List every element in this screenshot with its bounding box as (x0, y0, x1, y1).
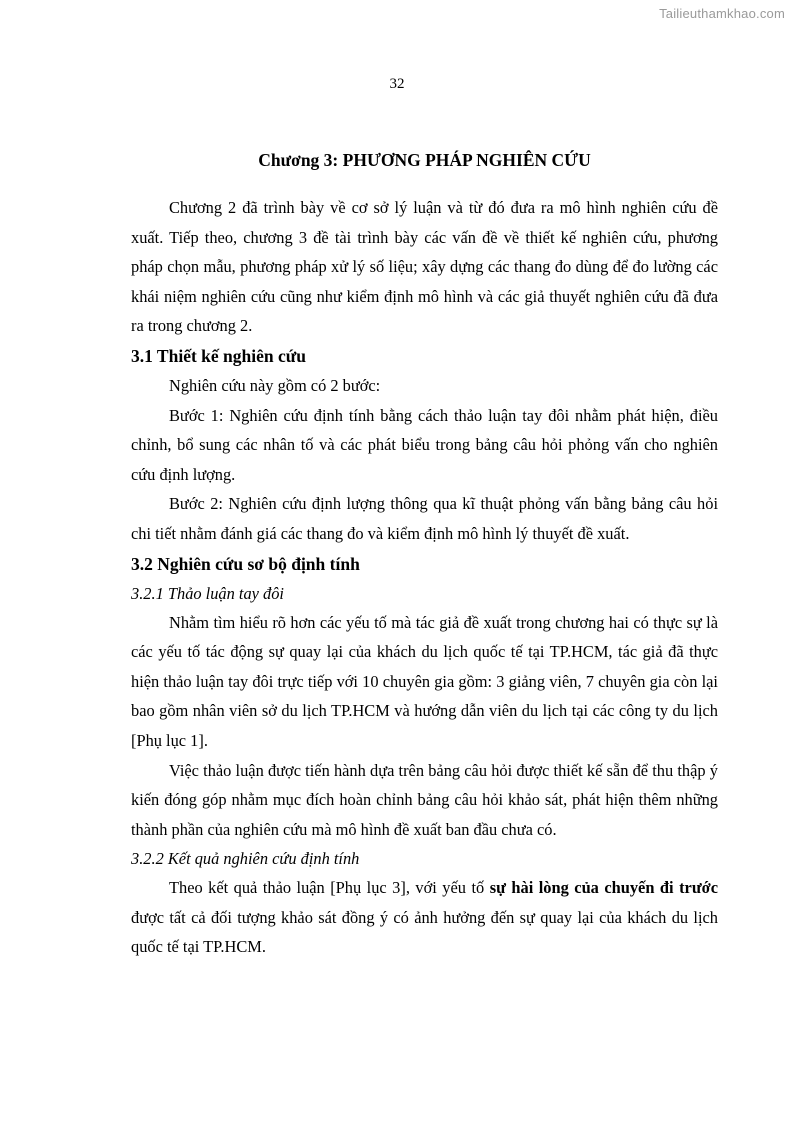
page-number: 32 (389, 76, 405, 92)
subsection-heading-3-2-1: 3.2.1 Thảo luận tay đôi (131, 583, 284, 603)
paragraph-3-2-1-a: Nhằm tìm hiểu rõ hơn các yếu tố mà tác giả đề xuất trong chương hai có thực sự là các yếu tố tác động sự quay lại của khách du lịch quốc tế tại TP.HCM, tác giả đã thực hiện thảo luận tay đôi trực tiếp với 10 chuyên gia gồm: 3 giảng viên, 7 chuyên gia còn lại bao gồm nhân viên sở du lịch TP.HCM và hướng dẫn viên du lịch tại các công ty du lịch [Phụ lục 1]. (131, 612, 718, 750)
section-heading-3-2: 3.2 Nghiên cứu sơ bộ định tính (131, 553, 360, 574)
paragraph-3-2-2 (131, 873, 718, 962)
chapter-title: Chương 3: PHƯƠNG PHÁP NGHIÊN CỨU (258, 150, 591, 170)
paragraph-3-1-steps: Nghiên cứu này gồm có 2 bước: (169, 375, 381, 395)
document-body (131, 146, 718, 962)
intro-paragraph: Chương 2 đã trình bày về cơ sở lý luận và từ đó đưa ra mô hình nghiên cứu đề xuất. Tiếp theo, chương 3 đề tài trình bày các vấn đề về thiết kế nghiên cứu, phương pháp chọn mẫu, phương pháp xử lý số liệu; xây dựng các thang đo dùng để đo lường các khái niệm nghiên cứu cũng như kiểm định mô hình và các giả thuyết nghiên cứu đã đưa ra trong chương 2. (131, 198, 718, 336)
result-text-end: được tất cả đối tượng khảo sát đồng ý có ảnh hưởng đến sự quay lại của khách du lịch quốc tế tại TP.HCM. (131, 907, 718, 957)
watermark: Tailieuthamkhao.com (659, 6, 785, 21)
result-text-start: Theo kết quả thảo luận [Phụ lục 3], với yếu tố (169, 878, 490, 898)
paragraph-3-2-1-b: Việc thảo luận được tiến hành dựa trên bảng câu hỏi được thiết kế sẵn để thu thập ý kiến đóng góp nhằm mục đích hoàn chỉnh bảng câu hỏi khảo sát, phát hiện thêm những thành phần của nghiên cứu mà mô hình đề xuất ban đầu chưa có. (131, 760, 718, 839)
result-text-bold: sự hài lòng của chuyến đi trước (489, 878, 719, 898)
paragraph-3-1-step1: Bước 1: Nghiên cứu định tính bằng cách thảo luận tay đôi nhằm phát hiện, điều chỉnh, bổ sung các nhân tố và các phát biểu trong bảng câu hỏi phỏng vấn cho nghiên cứu định lượng. (131, 405, 718, 484)
section-heading-3-1: 3.1 Thiết kế nghiên cứu (131, 345, 306, 366)
paragraph-3-1-step2: Bước 2: Nghiên cứu định lượng thông qua kĩ thuật phỏng vấn bằng bảng câu hỏi chi tiết nhằm đánh giá các thang đo và kiểm định mô hình lý thuyết đề xuất. (131, 494, 718, 543)
subsection-heading-3-2-2: 3.2.2 Kết quả nghiên cứu định tính (131, 849, 360, 869)
